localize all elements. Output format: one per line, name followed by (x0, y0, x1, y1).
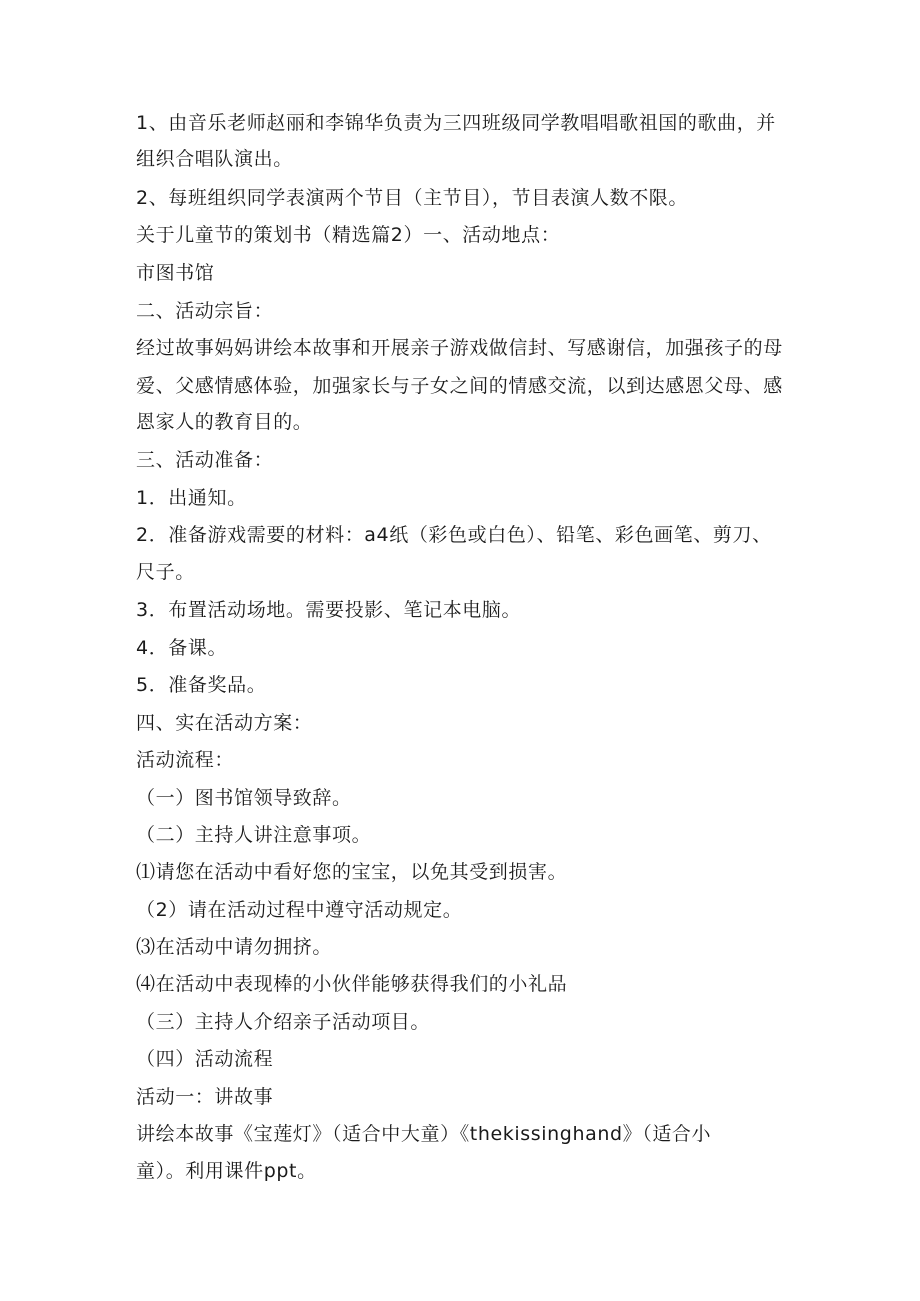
text-line: 市图书馆 (136, 262, 215, 284)
text-line: 讲绘本故事《宝莲灯》（适合中大童）《thekissinghand》（适合小 (136, 1123, 712, 1145)
text-line: 3．布置活动场地。需要投影、笔记本电脑。 (136, 599, 522, 621)
text-line: 活动一：讲故事 (136, 1086, 274, 1108)
text-line: 关于儿童节的策划书（精选篇2）一、活动地点： (136, 224, 561, 246)
text-line: 活动流程： (136, 749, 235, 771)
text-line: 1、由音乐老师赵丽和李锦华负责为三四班级同学教唱唱歌祖国的歌曲，并 (136, 112, 776, 134)
text-line: 恩家人的教育目的。 (136, 411, 313, 433)
text-line: 4．备课。 (136, 637, 228, 659)
text-line: 二、活动宗旨： (136, 300, 274, 322)
text-line: （四）活动流程 (136, 1048, 274, 1070)
text-line: 童）。利用课件ppt。 (136, 1160, 317, 1182)
text-line: 2、每班组织同学表演两个节目（主节目），节目表演人数不限。 (136, 187, 688, 209)
text-line: （三）主持人介绍亲子活动项目。 (136, 1011, 431, 1033)
text-line: ⑷在活动中表现棒的小伙伴能够获得我们的小礼品 (136, 973, 568, 995)
text-line: 1．出通知。 (136, 487, 247, 509)
text-line: 尺子。 (136, 561, 195, 583)
text-line: ⑶在活动中请勿拥挤。 (136, 936, 333, 958)
text-line: 四、实在活动方案： (136, 712, 313, 734)
text-line: 2．准备游戏需要的材料：a4纸（彩色或白色）、铅笔、彩色画笔、剪刀、 (136, 524, 772, 546)
text-line: 爱、父感情感体验，加强家长与子女之间的情感交流，以到达感恩父母、感 (136, 375, 783, 397)
text-line: ⑴请您在活动中看好您的宝宝，以免其受到损害。 (136, 861, 568, 883)
text-line: 组织合唱队演出。 (136, 148, 293, 170)
text-line: （一）图书馆领导致辞。 (136, 787, 352, 809)
text-line: （二）主持人讲注意事项。 (136, 824, 372, 846)
text-line: 经过故事妈妈讲绘本故事和开展亲子游戏做信封、写感谢信，加强孩子的母 (136, 337, 783, 359)
text-line: （2）请在活动过程中遵守活动规定。 (136, 899, 463, 921)
text-line: 5．准备奖品。 (136, 674, 267, 696)
text-line: 三、活动准备： (136, 449, 274, 471)
